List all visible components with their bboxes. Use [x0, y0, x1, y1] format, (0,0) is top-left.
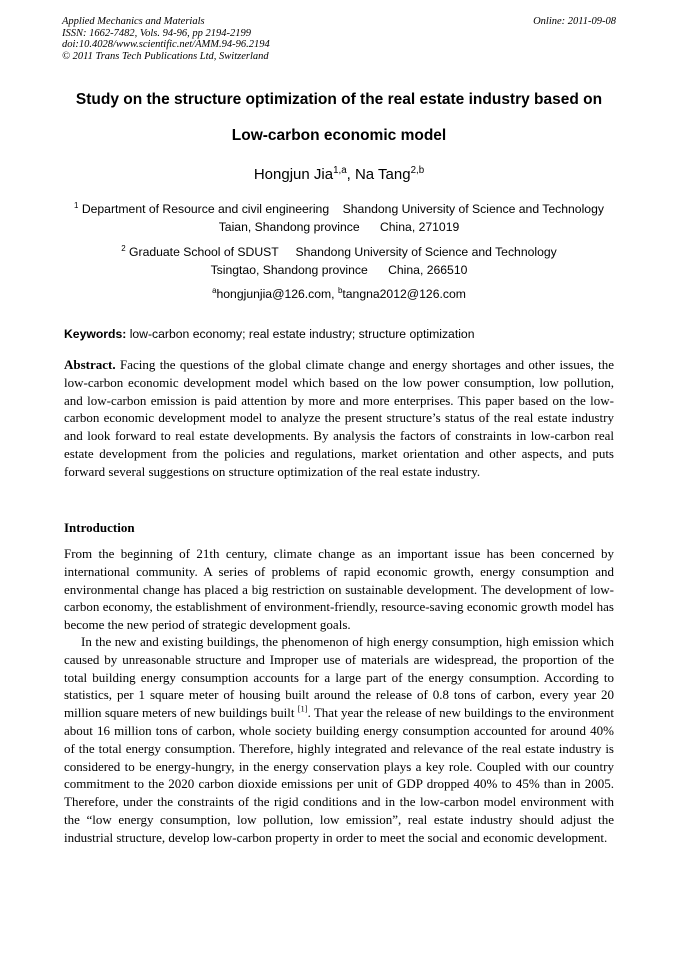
affiliation-2-line-2: Tsingtao, Shandong province China, 266510 [210, 263, 468, 277]
email-address: hongjunjia@126.com, [216, 287, 338, 301]
author-name: Na Tang [354, 166, 411, 183]
abstract-label: Abstract. [64, 357, 116, 372]
affiliation-text: Graduate School of SDUST Shandong University of Science and Technology [125, 245, 557, 259]
paragraph-text: In the new and existing buildings, the phenomenon of high energy consumption, high emission which caused by unreasonable structure and Improper use of materials are widespread, the proportion of the total building energy consumption accounts for a large part of the energy consumption. According to statistics, per 1 square meter of housing built around the release of 0.8 tons of carbon, every year 20 million square meters of new buildings built [64, 634, 614, 721]
citation-reference[interactable]: [1] [297, 703, 308, 714]
author-name: Hongjun Jia [253, 166, 334, 183]
email-mark: b [337, 285, 343, 295]
paper-title-line-2: Low-carbon economic model [231, 127, 447, 144]
author-affiliation-mark: 2,b [410, 165, 425, 176]
keywords-text: low-carbon economy; real estate industry; structure optimization [126, 327, 475, 341]
journal-name: Applied Mechanics and Materials [62, 16, 205, 27]
email-address: tangna2012@126.com [342, 287, 466, 301]
affiliation-2-line-1 [40, 244, 638, 261]
affiliation-text: Department of Resource and civil engineering Shandong University of Science and Technology [78, 202, 604, 216]
abstract [64, 356, 614, 481]
author-separator: , [346, 166, 355, 183]
journal-header [62, 16, 616, 62]
section-heading-introduction: Introduction [64, 520, 135, 535]
issn-line: ISSN: 1662-7482, Vols. 94-96, pp 2194-2199 [62, 27, 251, 39]
paragraph-text: . That year the release of new buildings to the environment about 16 million tons of carbon, whole society building energy consumption accounted for around 40% of the total energy consumption. Therefore, highly integrated and relevance of the real estate industry is considered to be energy-hungry, in the energy conservation plays a key role. Coupled with our country commitment to the 2020 carbon dioxide emissions per unit of GDP dropped 40% to 45% than in 2005. Therefore, under the constraints of the rigid conditions and in the low-carbon model environment with the “low energy consumption, low pollution, low emission”, real estate industry should adjust the industrial structure, develop low-carbon property in order to meet the social and economic development. [64, 705, 615, 845]
keywords-label: Keywords: [64, 327, 127, 341]
author-list [40, 165, 638, 185]
abstract-text: Facing the questions of the global climate change and energy shortages and other issues, the low-carbon economic development model which based on the low power consumption, low pollution, and low-carbon emission is paid attention by more and more enterprises. This paper based on the low-carbon economic development model to analyze the present structure’s status of the real estate industry and look forward to real estate developments. By analysis the factors of constraints in low-carbon real estate development from the policies and regulations, market orientation and other aspects, and puts forward several suggestions on structure optimization of the real estate industry. [64, 357, 614, 479]
author-emails [40, 286, 638, 303]
keywords [64, 327, 616, 342]
author-affiliation-mark: 1,a [333, 165, 347, 176]
doi-line: doi:10.4028/www.scientific.net/AMM.94-96.2194 [62, 39, 270, 50]
email-mark: a [212, 285, 217, 295]
introduction-paragraph-2 [64, 633, 614, 847]
affiliation-mark: 2 [121, 243, 126, 253]
affiliation-1-line-2: Taian, Shandong province China, 271019 [218, 220, 460, 234]
online-date: Online: 2011-09-08 [533, 16, 616, 27]
introduction-paragraph-1: From the beginning of 21th century, climate change as an important issue has been concerned by international community. A series of problems of rapid economic growth, energy consumption and environmental change has placed a big restriction on sustainable development. The development of low-carbon economy, the establishment of environment-friendly, resource-saving economic growth model has become the new period of strategic development goals. [64, 546, 614, 633]
affiliation-1-line-1 [40, 201, 638, 218]
copyright-line: © 2011 Trans Tech Publications Ltd, Switzerland [62, 50, 269, 62]
paper-title-line-1: Study on the structure optimization of the real estate industry based on [75, 91, 603, 108]
affiliation-mark: 1 [74, 200, 79, 210]
